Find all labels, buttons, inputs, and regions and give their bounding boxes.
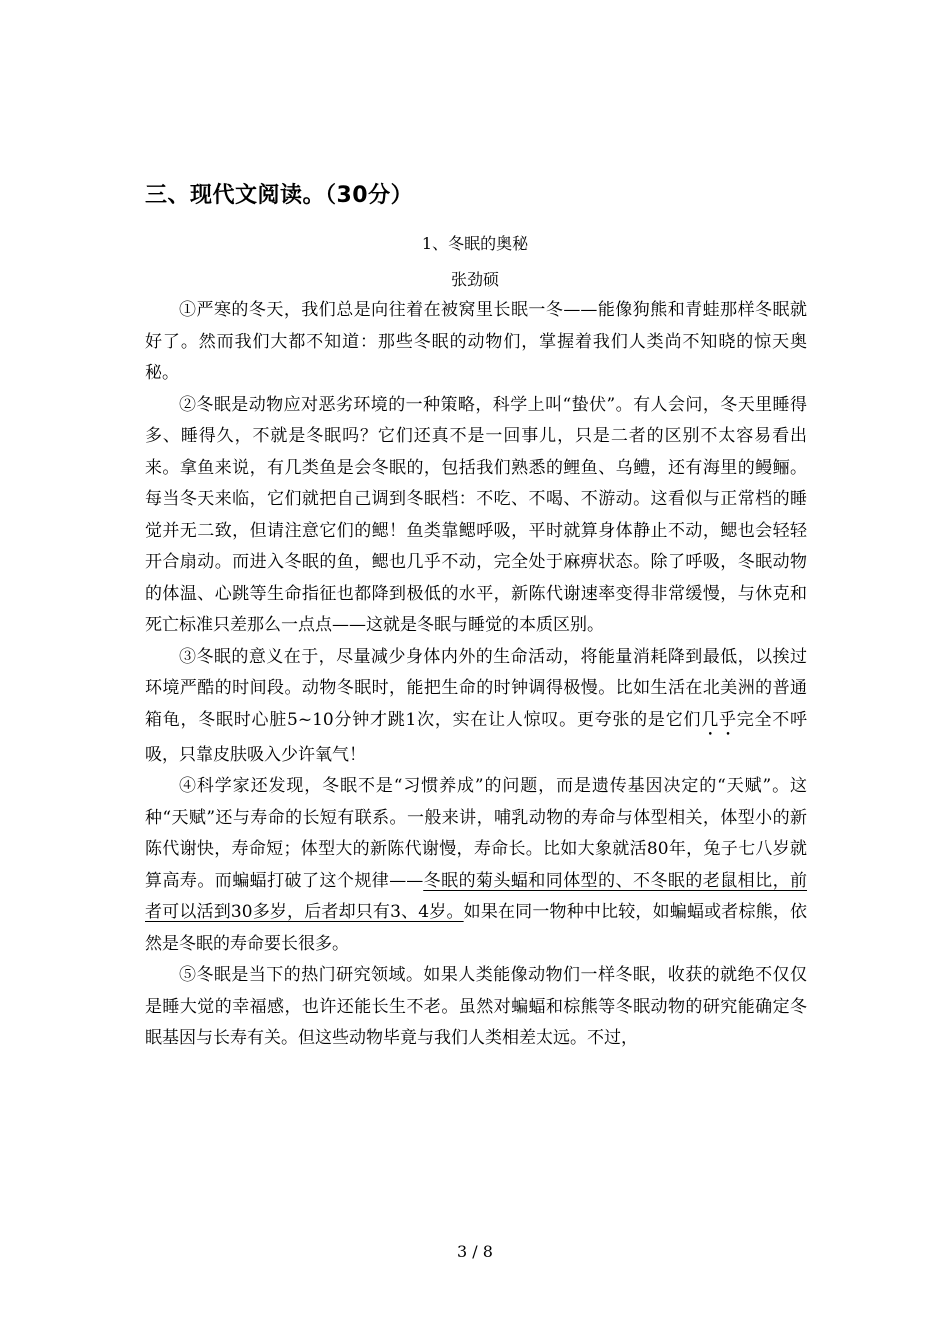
paragraph-4 bbox=[145, 771, 807, 960]
paragraph-1: ①严寒的冬天，我们总是向往着在被窝里长眠一冬——能像狗熊和青蛙那样冬眠就好了。然而我们大都不知道：那些冬眠的动物们，掌握着我们人类尚不知晓的惊天奥秘。 bbox=[145, 300, 807, 383]
paragraph-3-text-start: ③冬眠的意义在于，尽量减少身体内外的生命活动，将能量消耗降到最低，以挨过环境严酷的时间段。动物冬眠时，能把生命的时钟调得极慢。比如生活在北美洲的普通箱龟，冬眠时心脏5~10分钟才跳1次，实在让人惊叹。更夸张的是它们 bbox=[145, 646, 807, 730]
article-title: 1、冬眠的奥秘 bbox=[421, 234, 529, 253]
article-author: 张劲硕 bbox=[450, 270, 499, 289]
paragraph-3-text-end: 完全不呼吸，只靠皮肤吸入少许氧气！ bbox=[145, 709, 808, 765]
paragraph-3 bbox=[145, 642, 807, 772]
paragraph-4-text-start: ④科学家还发现，冬眠不是“习惯养成”的问题，而是遗传基因决定的“天赋”。这种“天赋”还与寿命的长短有联系。一般来讲，哺乳动物的寿命与体型相关，体型小的新陈代谢快，寿命短；体型大的新陈代谢慢，寿命长。比如大象就活80年，兔子七八岁就算高寿。而蝙蝠打破了这个规律—— bbox=[145, 776, 807, 891]
article-body bbox=[145, 295, 807, 1055]
section-heading: 三、现代文阅读。（30分） bbox=[145, 183, 414, 208]
paragraph-2: ②冬眠是动物应对恶劣环境的一种策略，科学上叫“蛰伏”。有人会问，冬天里睡得多、睡得久，不就是冬眠吗？它们还真不是一回事儿，只是二者的区别不太容易看出来。拿鱼来说，有几类鱼是会冬眠的，包括我们熟悉的鲤鱼、乌鳢，还有海里的鳗鲡。每当冬天来临，它们就把自己调到冬眠档：不吃、不喝、不游动。这看似与正常档的睡觉并无二致，但请注意它们的鳃！鱼类靠鳃呼吸，平时就算身体静止不动，鳃也会轻轻开合扇动。而进入冬眠的鱼，鳃也几乎不动，完全处于麻痹状态。除了呼吸，冬眠动物的体温、心跳等生命指征也都降到极低的水平，新陈代谢速率变得非常缓慢，与休克和死亡标准只差那么一点点——这就是冬眠与睡觉的本质区别。 bbox=[145, 394, 807, 635]
page-number: 3 / 8 bbox=[457, 1242, 493, 1261]
paragraph-5: ⑤冬眠是当下的热门研究领域。如果人类能像动物们一样冬眠，收获的就绝不仅仅是睡大觉的幸福感，也许还能长生不老。虽然对蝙蝠和棕熊等冬眠动物的研究能确定冬眠基因与长寿有关。但这些动物毕竟与我们人类相差太远。不过， bbox=[145, 965, 807, 1048]
paragraph-4-text-end: 如果在同一物种中比较，如蝙蝠或者棕熊，依然是冬眠的寿命要长很多。 bbox=[145, 902, 808, 954]
underlined-sentence: 冬眠的菊头蝠和同体型的、不冬眠的老鼠相比，前者可以活到30多岁，后者却只有3、4岁。 bbox=[145, 870, 808, 922]
emphasized-word: 几乎 bbox=[701, 709, 737, 730]
